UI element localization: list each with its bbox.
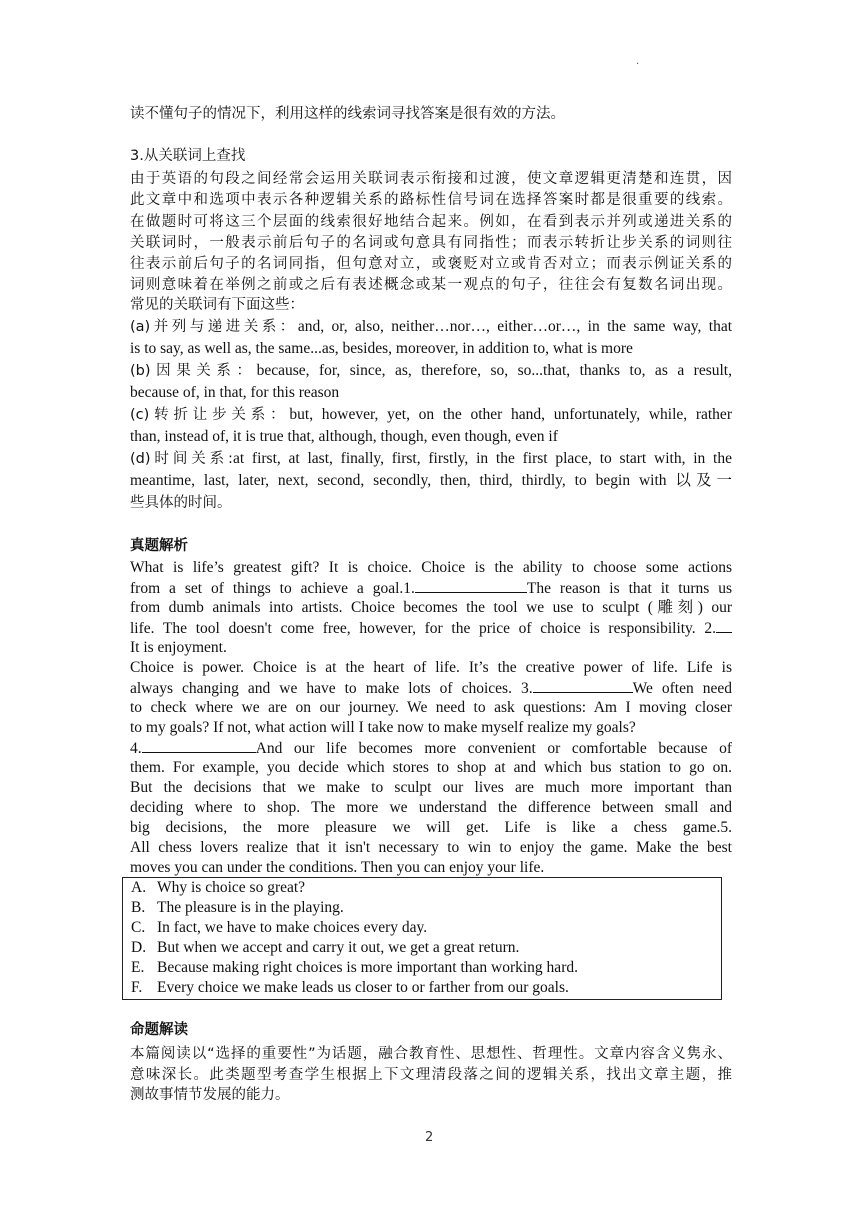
- paragraph-line: 关联词时，一般表示前后句子的名词或句意具有同指性；而表示转折让步关系的词则往: [130, 234, 732, 251]
- page-number: 2: [425, 1130, 434, 1145]
- interpretation-heading: 命题解读: [130, 1022, 188, 1038]
- passage-line: always changing and we have to make lots of choices. 3. We often need: [130, 680, 732, 697]
- passage-line: to my goals? If not, what action will I take now to make myself realize my goals?: [130, 719, 636, 736]
- option-b: B. The pleasure is in the playing.: [131, 899, 344, 916]
- relation-d-line3: 些具体的时间。: [130, 495, 232, 511]
- relation-d-label: (d)时间关系:: [130, 451, 233, 467]
- answer-blank-4: [142, 738, 256, 753]
- passage-line: from a set of things to achieve a goal.1. The reason is that it turns us: [130, 580, 732, 597]
- relations-list: [130, 316, 732, 514]
- passage-line: them. For example, you decide which stores to shop at and which bus station to go on.: [130, 759, 732, 776]
- option-e: E. Because making right choices is more important than working hard.: [131, 959, 578, 976]
- relation-d-line1: (d)时间关系:at first, at last, finally, first, firstly, in the first place, to start with, in the: [130, 450, 732, 467]
- passage-line: All chess lovers realize that it isn't necessary to win to enjoy the game. Make the best: [130, 839, 732, 856]
- interpretation-line: 意味深长。此类题型考查学生根据上下文理清段落之间的逻辑关系，找出文章主题，推: [130, 1067, 732, 1084]
- answer-blank-1: [415, 578, 527, 593]
- section-3-paragraph: [130, 167, 732, 316]
- option-a: A. Why is choice so great?: [131, 879, 306, 896]
- relation-d-line2: meantime, last, later, next, second, secondly, then, third, thirdly, to begin with 以及一: [130, 472, 732, 489]
- passage-line: big decisions, the more pleasure we will get. Life is like a chess game.5.: [130, 819, 732, 836]
- option-f: F. Every choice we make leads us closer to or farther from our goals.: [131, 979, 569, 996]
- interpretation-paragraph: [130, 1042, 732, 1106]
- relation-c-line1: (c)转折让步关系：but, however, yet, on the other hand, unfortunately, while, rather: [130, 406, 732, 423]
- paragraph-line: 词则意味着在举例之前或之后有表述概念或某一观点的句子，往往会有复数名词出现。: [130, 277, 732, 294]
- passage-line: life. The tool doesn't come free, however, for the price of choice is responsibility. 2.: [130, 618, 732, 638]
- paragraph-line: 常见的关联词有下面这些：: [130, 296, 304, 313]
- option-d: D. But when we accept and carry it out, we get a great return.: [131, 939, 520, 956]
- passage-line: It is enjoyment.: [130, 639, 227, 656]
- option-c: C. In fact, we have to make choices every day.: [131, 919, 428, 936]
- relation-a-line1: (a)并列与递进关系：and, or, also, neither…nor…, either…or…, in the same way, that: [130, 318, 732, 335]
- relation-b-line1: (b)因果关系：because, for, since, as, therefore, so, so...that, thanks to, as a result,: [130, 362, 732, 379]
- passage-line: from dumb animals into artists. Choice becomes the tool we use to sculpt (雕刻) our: [130, 599, 732, 616]
- intro-line: 读不懂句子的情况下，利用这样的线索词寻找答案是很有效的方法。: [130, 106, 565, 122]
- paragraph-line: 此文章中和选项中表示各种逻辑关系的路标性信号词在选择答案时都是很重要的线索。: [130, 192, 732, 209]
- analysis-heading: 真题解析: [130, 538, 188, 554]
- relation-b-label: (b)因果关系：: [130, 363, 257, 379]
- passage-line: to check where we are on our journey. We need to ask questions: Am I moving closer: [130, 699, 732, 716]
- relation-c-line2: than, instead of, it is true that, although, though, even though, even if: [130, 428, 558, 445]
- relation-b-line2: because of, in that, for this reason: [130, 384, 340, 401]
- relation-a-line2: is to say, as well as, the same...as, besides, moreover, in addition to, what is more: [130, 340, 633, 357]
- passage-line: Choice is power. Choice is at the heart of life. It’s the creative power of life. Life is: [130, 659, 732, 676]
- section-3-title: 3.从关联词上查找: [130, 148, 246, 164]
- passage-line: But the decisions that we make to sculpt our lives are much more important than: [130, 779, 732, 796]
- answer-blank-2: [716, 618, 732, 633]
- interpretation-line: 测故事情节发展的能力。: [130, 1086, 290, 1103]
- relation-a-label: (a)并列与递进关系：: [130, 319, 298, 335]
- top-dot: .: [636, 56, 640, 67]
- passage-line: moves you can under the conditions. Then you can enjoy your life.: [130, 859, 545, 876]
- analysis-passage: [130, 558, 732, 878]
- interpretation-line: 本篇阅读以“选择的重要性”为话题，融合教育性、思想性、哲理性。文章内容含义隽永、: [130, 1046, 732, 1062]
- passage-line: deciding where to shop. The more we understand the difference between small and: [130, 799, 732, 816]
- paragraph-line: 在做题时可将这三个层面的线索很好地结合起来。例如，在看到表示并列或递进关系的: [130, 213, 732, 230]
- relation-c-label: (c)转折让步关系：: [130, 407, 290, 423]
- paragraph-line: 由于英语的句段之间经常会运用关联词表示衔接和过渡，使文章逻辑更清楚和连贯，因: [130, 171, 732, 187]
- passage-line: 4. And our life becomes more convenient or comfortable because of: [130, 740, 732, 757]
- paragraph-line: 往表示前后句子的名词同指，但句意对立，或褒贬对立或肯否对立；而表示例证关系的: [130, 256, 732, 273]
- options-box: [122, 877, 722, 1000]
- passage-line: What is life’s greatest gift? It is choice. Choice is the ability to choose some actions: [130, 559, 732, 576]
- answer-blank-3: [533, 678, 633, 693]
